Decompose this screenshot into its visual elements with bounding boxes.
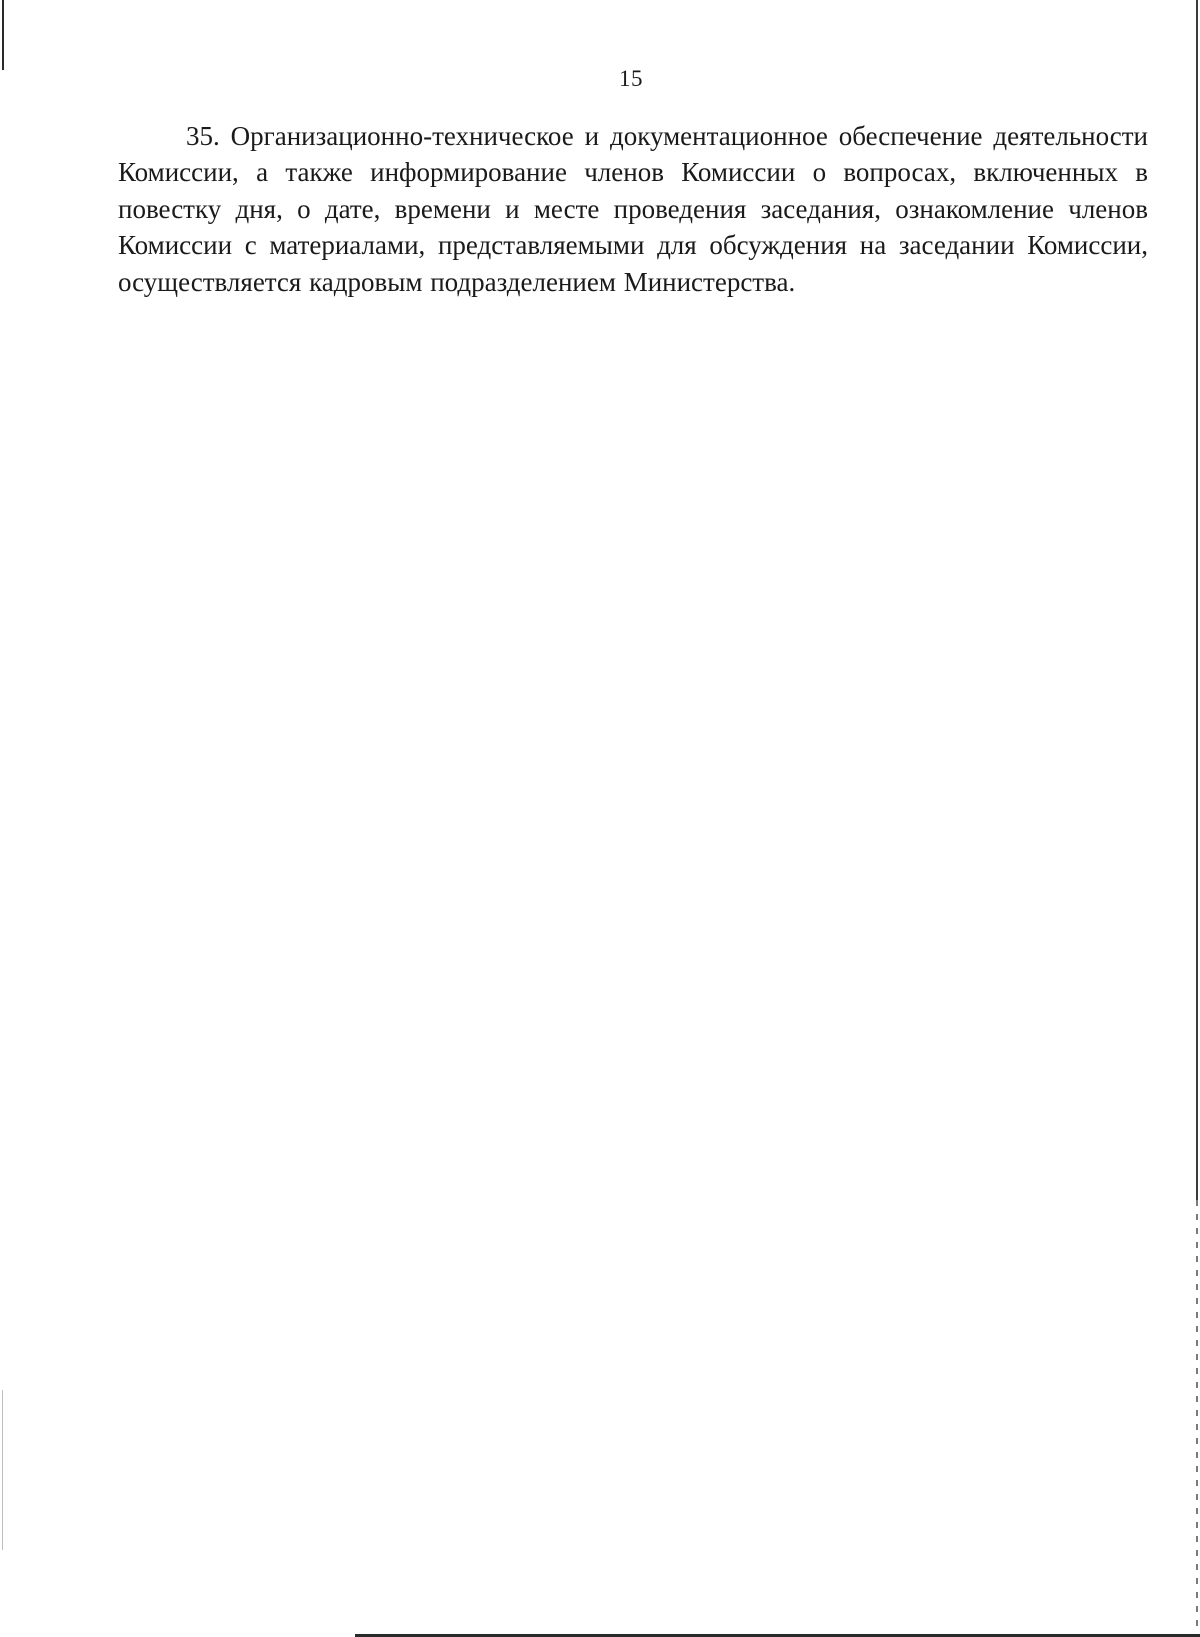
scan-edge-right-dashed xyxy=(1196,1200,1198,1637)
scan-edge-left xyxy=(2,0,4,70)
paragraph-35: 35. Организационно-техническое и документационное обеспечение деятельности Комиссии, а также информирование членов Комиссии о вопросах, включенных в повестку дня, о дате, времени и месте проведения заседания, ознакомление членов Комиссии с материалами, представляемыми для обсуждения на заседании Комиссии, осуществляется кадровым подразделением Министерства. xyxy=(118,121,1148,297)
scan-edge-left-lower xyxy=(2,1390,3,1550)
scan-edge-right xyxy=(1196,0,1198,1200)
page-number: 15 xyxy=(619,66,643,91)
